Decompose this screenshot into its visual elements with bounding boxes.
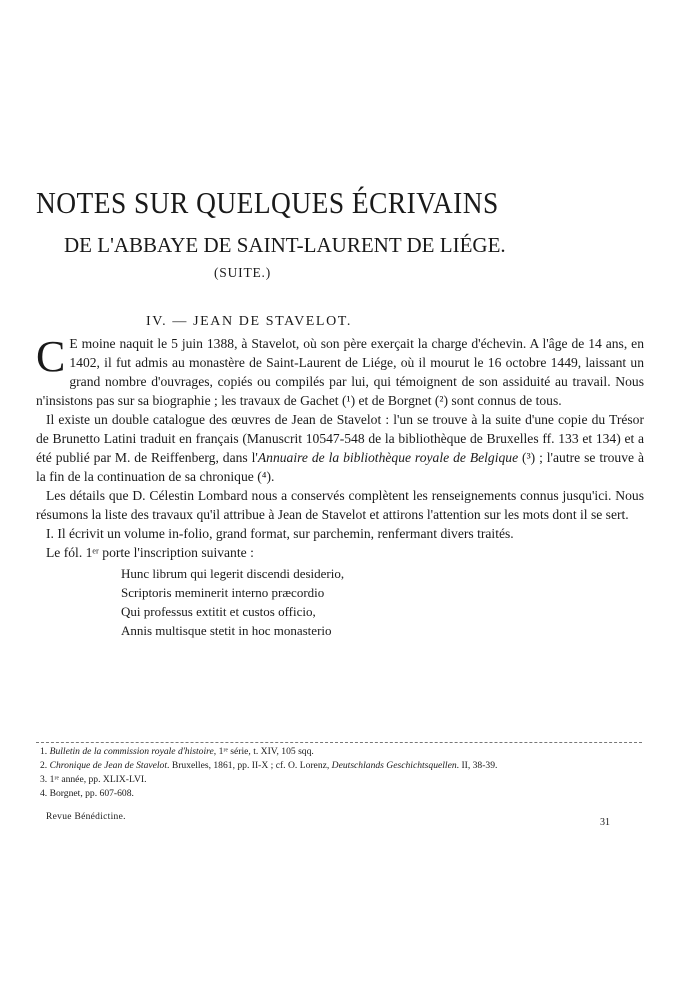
article-title: NOTES SUR QUELQUES ÉCRIVAINS xyxy=(36,186,499,220)
footnote-1 xyxy=(36,745,644,759)
poem-line: Annis multisque stetit in hoc monasterio xyxy=(121,623,332,638)
poem-line: Qui professus extitit et custos officio, xyxy=(121,604,316,619)
journal-name: Revue Bénédictine. xyxy=(46,812,126,822)
footnote-2-title: Chronique de Jean de Stavelot xyxy=(49,760,168,771)
footnote-2-number: 2. xyxy=(40,760,48,771)
page-number: 31 xyxy=(600,817,610,828)
paragraph-3: Les détails que D. Célestin Lombard nous a conservés complètent les renseignements connus jusqu'ici. Nous résumons la liste des travaux qu'il attribue à Jean de Stavelot et attirons l'attention sur les mots dont il se sert. xyxy=(36,488,644,522)
paragraph-2-text-b: (³) ; l'autre se trouve à la fin de la continuation de sa chronique (⁴). xyxy=(36,450,644,484)
poem-line: Scriptoris meminerit interno præcordio xyxy=(121,585,325,600)
footnote-1-number: 1. xyxy=(40,746,48,757)
footnote-3: 3. 1ʳᵉ année, pp. XLIX-LVI. xyxy=(40,774,147,785)
section-heading: IV. — JEAN DE STAVELOT. xyxy=(146,314,353,329)
footnote-2-rest: . Bruxelles, 1861, pp. II-X ; cf. O. Lorenz, xyxy=(167,760,332,771)
footnotes xyxy=(36,745,644,801)
article-suite-label: (SUITE.) xyxy=(214,265,272,280)
poem-line: Hunc librum qui legerit discendi desiderio, xyxy=(121,566,345,581)
footnote-2 xyxy=(36,759,644,773)
footnote-divider xyxy=(36,742,642,743)
paragraph-1 xyxy=(36,334,644,410)
footnote-1-rest: , 1ʳᵉ série, t. XIV, 105 sqq. xyxy=(213,746,314,757)
paragraph-5: Le fól. 1ᵉʳ porte l'inscription suivante : xyxy=(46,545,254,560)
footnote-4: 4. Borgnet, pp. 607-608. xyxy=(40,788,134,799)
paragraph-2 xyxy=(36,410,644,486)
footnote-2-title-2: Deutschlands Geschichtsquellen xyxy=(331,760,457,771)
paragraph-4: I. Il écrivit un volume in-folio, grand format, sur parchemin, renfermant divers traités. xyxy=(46,526,514,541)
article-subtitle: DE L'ABBAYE DE SAINT-LAURENT DE LIÉGE. xyxy=(64,233,506,257)
drop-cap: C xyxy=(36,332,66,381)
latin-poem xyxy=(121,564,644,640)
body-text xyxy=(36,334,644,640)
paragraph-1-text: E moine naquit le 5 juin 1388, à Stavelot, où son père exerçait la charge d'échevin. A l'âge de 14 ans, en 1402, il fut admis au monastère de Saint-Laurent de Liége, où il mourut le 16 octobre 1449, laissant un grand nombre d'ouvrages, copiés ou compilés par lui, qui témoignent de son assiduité au travail. Nous n'insistons pas sur sa biographie ; les travaux de Gachet (¹) et de Borgnet (²) sont connus de tous. xyxy=(36,336,644,408)
paragraph-2-italic-title: Annuaire de la bibliothèque royale de Belgique xyxy=(257,450,519,465)
paragraph-2-text-a: Il existe un double catalogue des œuvres de Jean de Stavelot : l'un se trouve à la suite d'une copie du Trésor de Brunetto Latini traduit en français (Manuscrit 10547-548 de la bibliothèque de Bruxelles ff. 133 et 134) et a été publié par M. de Reiffenberg, dans l' xyxy=(36,412,644,465)
footnote-2-rest-2: . II, 38-39. xyxy=(456,760,498,771)
footnote-1-title: Bulletin de la commission royale d'histoire xyxy=(49,746,214,757)
